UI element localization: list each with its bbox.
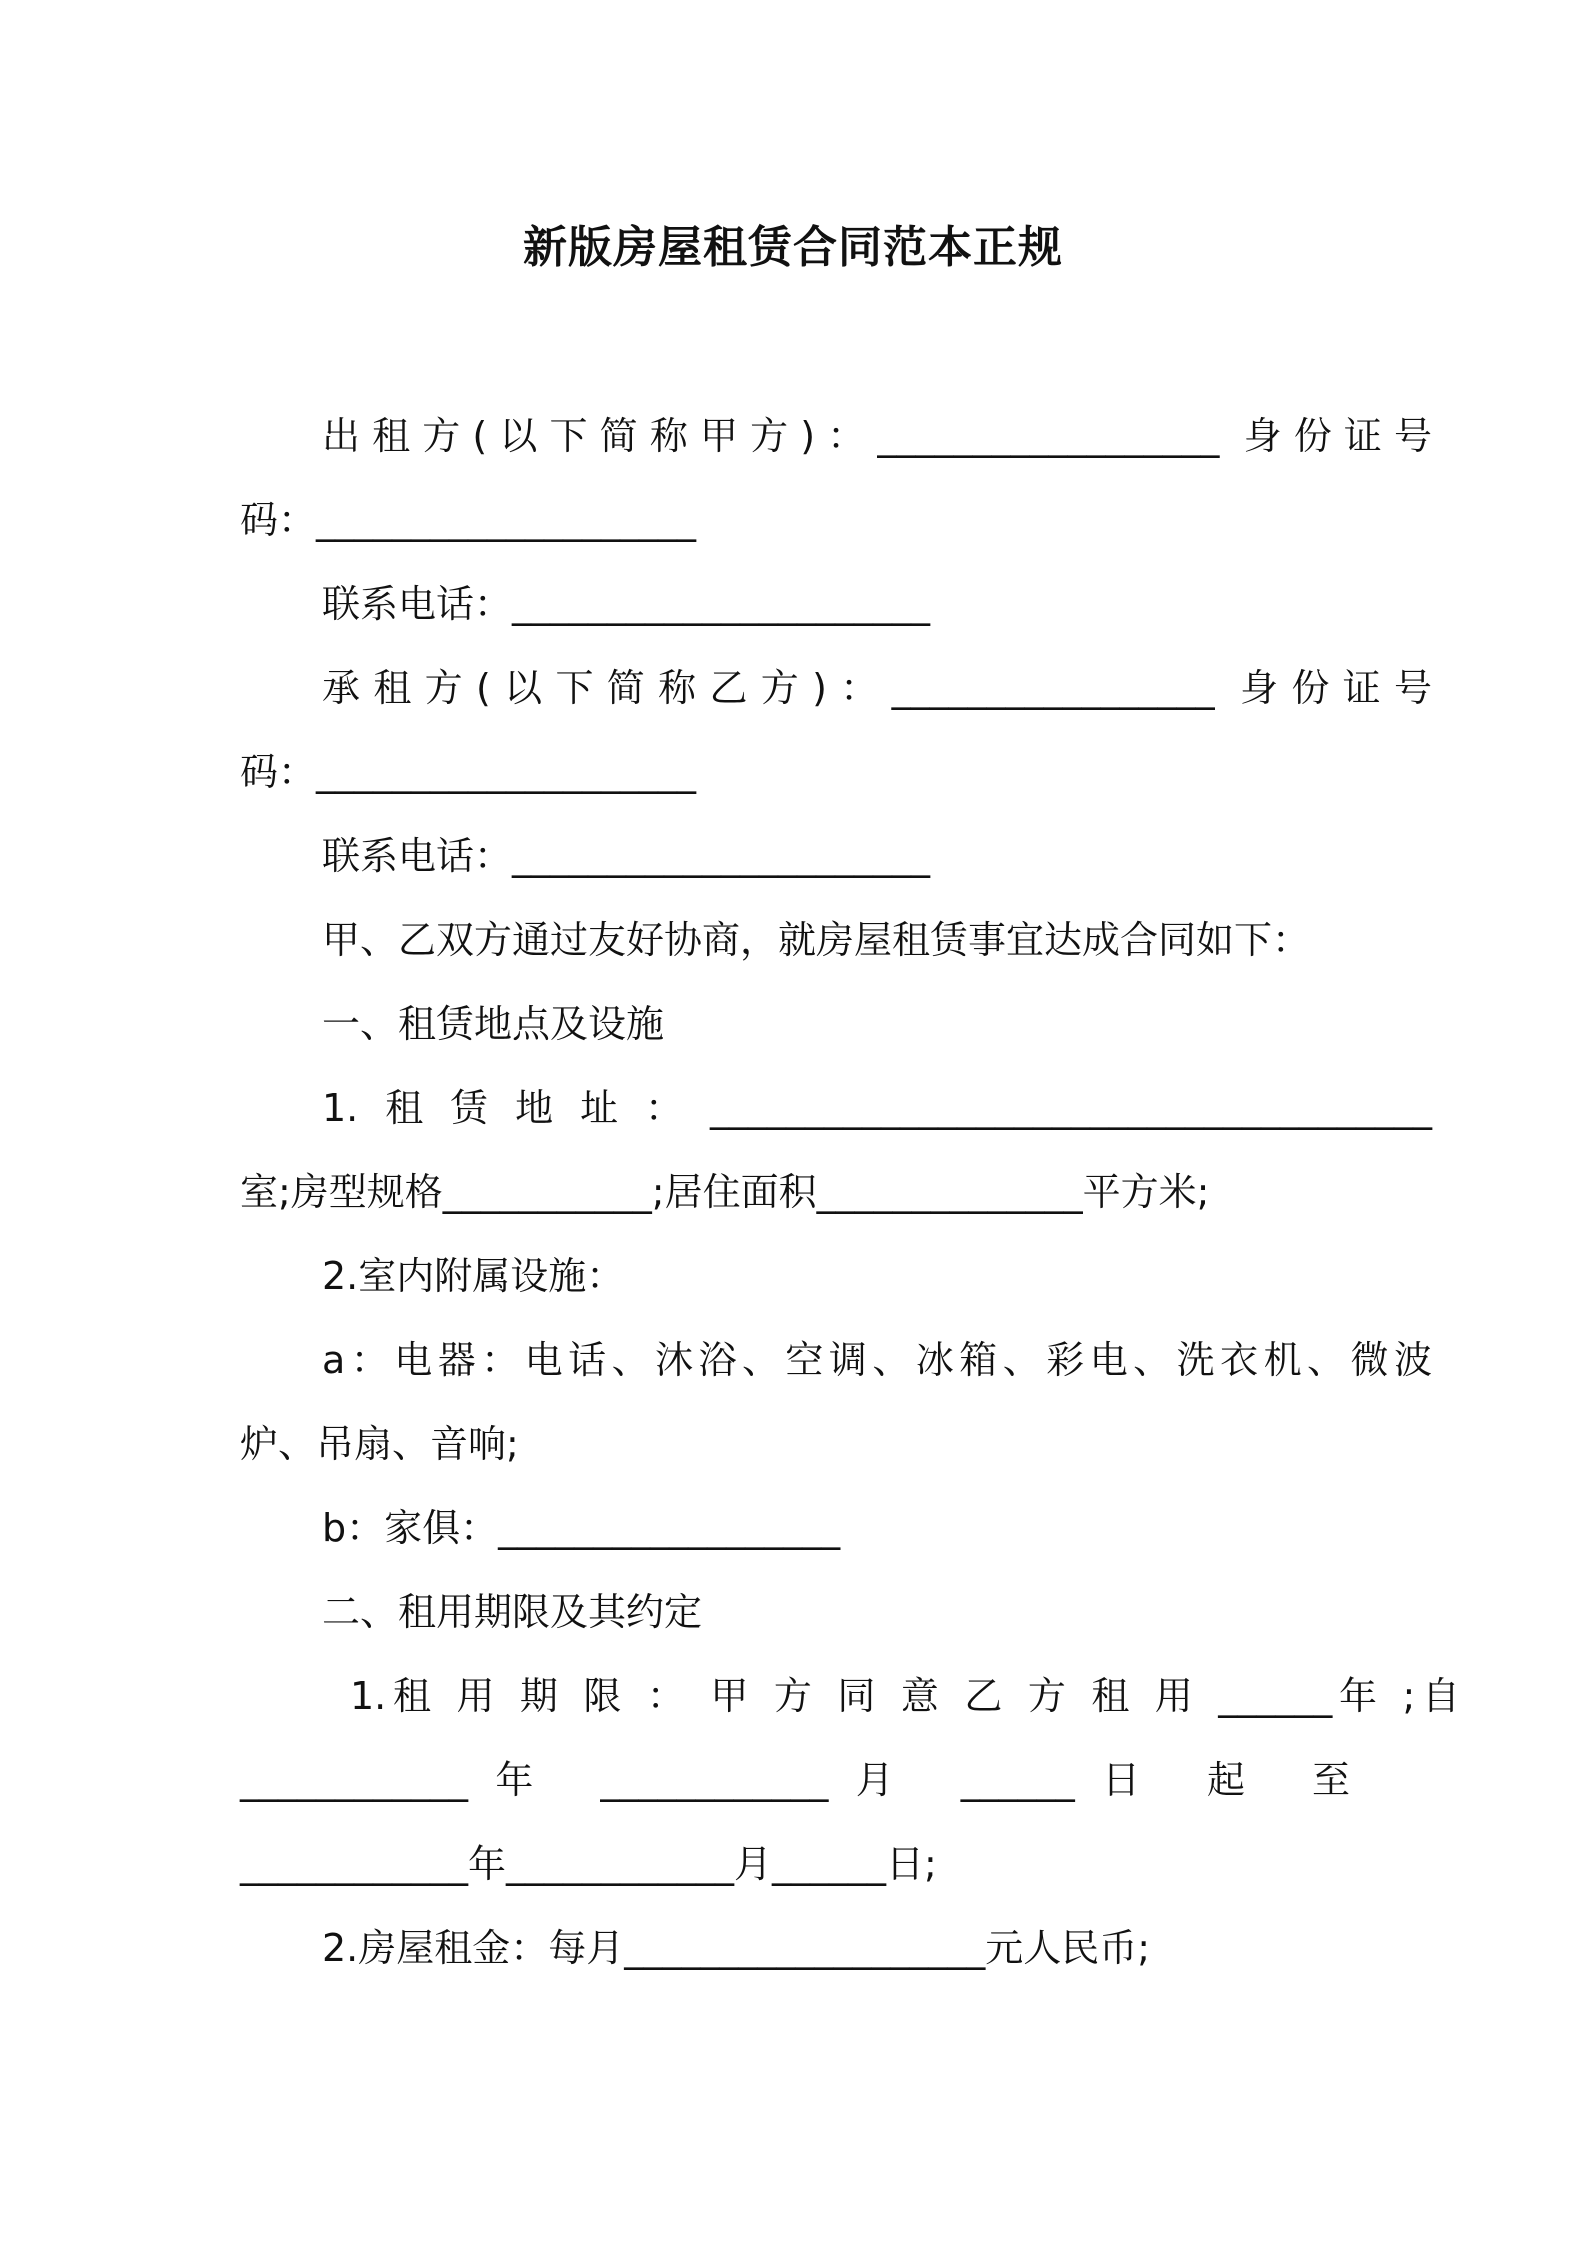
agreement-intro-line: 甲、乙双方通过友好协商，就房屋租赁事宜达成合同如下： — [322, 918, 1311, 962]
lessor-id-line: 码：____________________ — [240, 498, 697, 542]
appliances-line-cont: 炉、吊扇、音响; — [240, 1422, 519, 1466]
furniture-line: b：家俱：__________________ — [322, 1506, 841, 1550]
rental-address-line: 1.租赁地址：______________________________________ — [322, 1086, 1432, 1130]
rent-line: 2.房屋租金：每月___________________元人民币; — [322, 1926, 1151, 1970]
lease-start-line: ____________年 ____________月 ______日 起 至 — [240, 1758, 1350, 1802]
page-title: 新版房屋租赁合同范本正规 — [523, 222, 1063, 273]
lessor-line: 出租方(以下简称甲方)：__________________ 身份证号 — [322, 414, 1432, 458]
appliances-line: a：电器：电话、沐浴、空调、冰箱、彩电、洗衣机、微波 — [322, 1338, 1432, 1382]
section-1-heading: 一、租赁地点及设施 — [322, 1002, 665, 1046]
lessee-id-line: 码：____________________ — [240, 750, 697, 794]
section-2-heading: 二、租用期限及其约定 — [322, 1590, 703, 1634]
lessee-line: 承租方(以下简称乙方)：_________________ 身份证号 — [322, 666, 1432, 710]
lease-term-line: 1.租 用 期 限 ： 甲 方 同 意 乙 方 租 用 ______年 ;自 — [350, 1674, 1460, 1718]
lease-end-line: ____________年____________月______日; — [240, 1842, 937, 1886]
lessee-phone-line: 联系电话：______________________ — [322, 834, 931, 878]
lessor-phone-line: 联系电话：______________________ — [322, 582, 931, 626]
room-spec-line: 室;房型规格___________;居住面积______________平方米; — [240, 1170, 1210, 1214]
facilities-heading: 2.室内附属设施： — [322, 1254, 625, 1298]
